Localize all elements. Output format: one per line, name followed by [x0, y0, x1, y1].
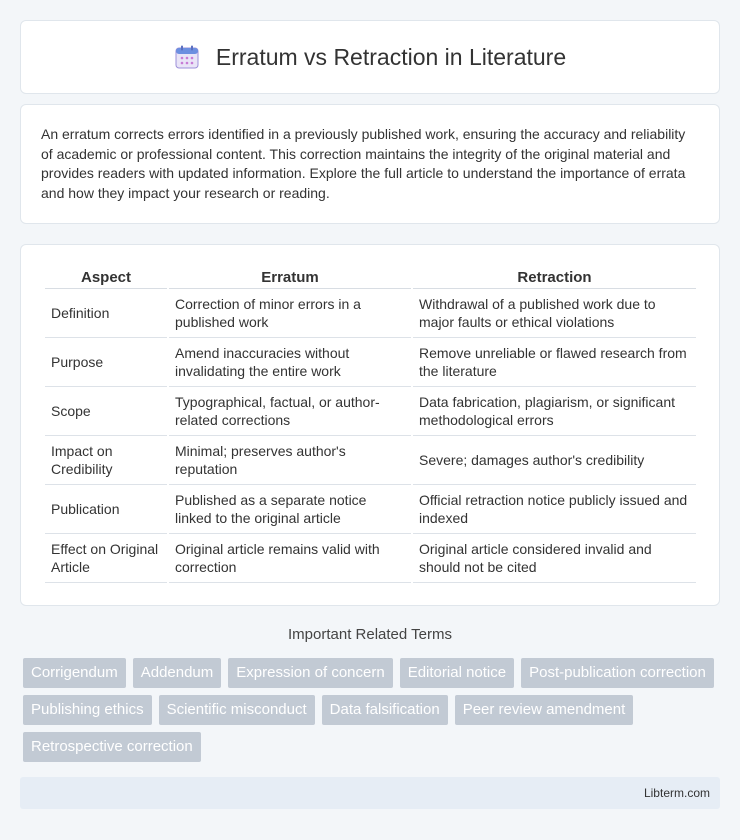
- table-row: [45, 387, 696, 436]
- row-erratum: Published as a separate notice linked to the original article: [169, 485, 411, 534]
- page-title: Erratum vs Retraction in Literature: [215, 43, 567, 70]
- row-erratum: Correction of minor errors in a published work: [169, 289, 411, 338]
- row-retraction: Data fabrication, plagiarism, or significant methodological errors: [413, 387, 696, 436]
- related-terms-list: [23, 658, 723, 762]
- row-aspect: Publication: [45, 485, 167, 534]
- footer-link[interactable]: Libterm.com: [643, 786, 710, 800]
- title-card: [20, 20, 720, 94]
- tag-expression-of-concern[interactable]: Expression of concern: [228, 658, 392, 688]
- intro-text: An erratum corrects errors identified in a previously published work, ensuring the accuracy and reliability of academic or professional content. This correction maintains the integrity of the original material and provides readers with updated information. Explore the full article to understand the importance of errata and how they impact your research or reading.: [41, 126, 686, 201]
- title-wrap: [174, 44, 566, 71]
- row-aspect: Definition: [45, 289, 167, 338]
- row-retraction: Original article considered invalid and should not be cited: [413, 534, 696, 583]
- table-header-row: [45, 267, 696, 289]
- table-row: [45, 338, 696, 387]
- tag-addendum[interactable]: Addendum: [133, 658, 222, 688]
- row-erratum: Minimal; preserves author's reputation: [169, 436, 411, 485]
- row-erratum: Original article remains valid with correction: [169, 534, 411, 583]
- row-retraction: Severe; damages author's credibility: [413, 436, 696, 485]
- row-aspect: Purpose: [45, 338, 167, 387]
- table-row: [45, 534, 696, 583]
- header-erratum: Erratum: [169, 267, 411, 289]
- related-terms-title: Important Related Terms: [288, 626, 452, 643]
- tag-editorial-notice[interactable]: Editorial notice: [400, 658, 514, 688]
- tag-retrospective-correction[interactable]: Retrospective correction: [23, 732, 201, 762]
- row-retraction: Official retraction notice publicly issued and indexed: [413, 485, 696, 534]
- row-erratum: Amend inaccuracies without invalidating the entire work: [169, 338, 411, 387]
- calendar-icon: [174, 44, 200, 70]
- tag-peer-review-amendment[interactable]: Peer review amendment: [455, 695, 634, 725]
- row-aspect: Effect on Original Article: [45, 534, 167, 583]
- tag-scientific-misconduct[interactable]: Scientific misconduct: [159, 695, 315, 725]
- table-row: [45, 289, 696, 338]
- comparison-card: [20, 244, 720, 606]
- tag-data-falsification[interactable]: Data falsification: [322, 695, 448, 725]
- row-retraction: Remove unreliable or flawed research from the literature: [413, 338, 696, 387]
- footer: [20, 777, 720, 809]
- row-aspect: Impact on Credibility: [45, 436, 167, 485]
- tag-publishing-ethics[interactable]: Publishing ethics: [23, 695, 152, 725]
- table-row: [45, 485, 696, 534]
- row-aspect: Scope: [45, 387, 167, 436]
- tag-post-publication-correction[interactable]: Post-publication correction: [521, 658, 714, 688]
- table-row: [45, 436, 696, 485]
- intro-card: [20, 104, 720, 224]
- row-retraction: Withdrawal of a published work due to major faults or ethical violations: [413, 289, 696, 338]
- header-retraction: Retraction: [413, 267, 696, 289]
- row-erratum: Typographical, factual, or author-related corrections: [169, 387, 411, 436]
- header-aspect: Aspect: [45, 267, 167, 289]
- tag-corrigendum[interactable]: Corrigendum: [23, 658, 126, 688]
- comparison-table: [43, 267, 698, 583]
